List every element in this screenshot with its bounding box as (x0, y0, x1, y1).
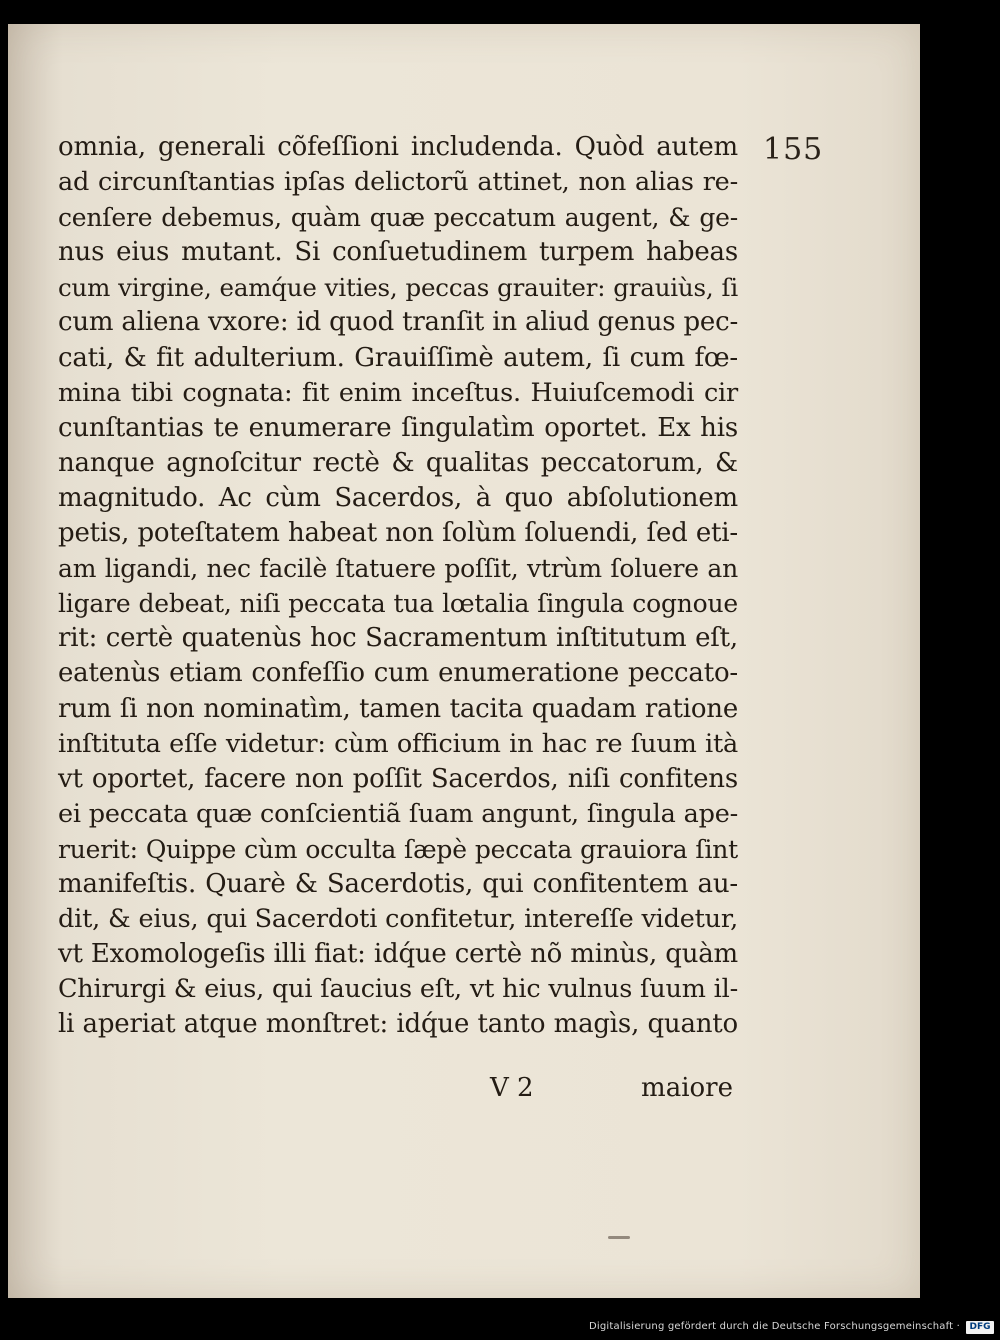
signature-mark: V 2 (490, 1073, 534, 1103)
text-line: omnia, generali cõfeſſioni includenda. Quòd autem (58, 132, 738, 162)
text-line: ruerit: Quippe cùm occulta ſæpè peccata grauiora ſint (58, 834, 738, 864)
text-line: eatenùs etiam confeſſio cum enumeratione peccato- (58, 658, 738, 689)
text-line: li aperiat atque monſtret: idq́ue tanto magìs, quanto (58, 1009, 738, 1040)
text-line: ei peccata quæ conſcientiã ſuam angunt, ſingula ape- (58, 798, 738, 829)
text-line: nanque agnoſcitur rectè & qualitas peccatorum, & (58, 447, 738, 478)
text-line: rum ſi non nominatìm, tamen tacita quadam ratione (58, 693, 738, 724)
page-number: 155 (763, 132, 824, 167)
text-line: Chirurgi & eius, qui ſaucius eſt, vt hic vulnus ſuum il- (58, 974, 738, 1005)
ink-smudge (608, 1236, 630, 1239)
text-line: rit: certè quatenùs hoc Sacramentum inſtitutum eſt, (58, 623, 738, 654)
text-line: nus eius mutant. Si conſuetudinem turpem habeas (58, 237, 738, 268)
digitization-credit: Digitalisierung gefördert durch die Deutsche Forschungsgemeinschaft · (589, 1321, 960, 1332)
body-text (58, 130, 738, 1042)
text-line: mina tibi cognata: fit enim inceſtus. Huiuſcemodi cir (58, 377, 738, 408)
text-line: am ligandi, nec facilè ſtatuere poſſit, vtrùm ſoluere an (58, 554, 738, 584)
text-line: inſtituta eſſe videtur: cùm officium in hac re ſuum ità (58, 728, 738, 759)
text-line: dit, & eius, qui Sacerdoti confitetur, intereſſe videtur, (58, 904, 738, 935)
dfg-logo: DFG (966, 1321, 994, 1334)
text-line: vt Exomologeſis illi fiat: idq́ue certè nõ minùs, quàm (58, 939, 738, 970)
text-line: ad circunſtantias ipſas delictorũ attinet, non alias re- (58, 167, 738, 198)
text-line: cenſere debemus, quàm quæ peccatum augent, & ge- (58, 203, 738, 233)
catchword: maiore (641, 1073, 733, 1103)
text-line: ligare debeat, niſi peccata tua lœtalia ſingula cognoue (58, 589, 738, 619)
book-page (8, 24, 920, 1298)
text-line: cum aliena vxore: id quod tranſit in aliud genus pec- (58, 307, 739, 338)
text-line: magnitudo. Ac cùm Sacerdos, à quo abſolutionem (58, 482, 738, 513)
text-line: petis, poteſtatem habeat non ſolùm ſoluendi, ſed eti- (58, 518, 738, 549)
catchword-line (488, 1073, 733, 1109)
text-line: cunſtantias te enumerare ſingulatìm oportet. Ex his (58, 412, 738, 443)
text-line: cum virgine, eamq́ue vities, peccas grauiter: grauiùs, ſi (58, 273, 738, 303)
text-line: vt oportet, facere non poſſit Sacerdos, niſi confitens (58, 763, 738, 794)
text-line: manifeſtis. Quarè & Sacerdotis, qui confitentem au- (58, 868, 738, 899)
text-line: cati, & fit adulterium. Grauiſſimè autem, ſi cum fœ- (58, 342, 738, 373)
